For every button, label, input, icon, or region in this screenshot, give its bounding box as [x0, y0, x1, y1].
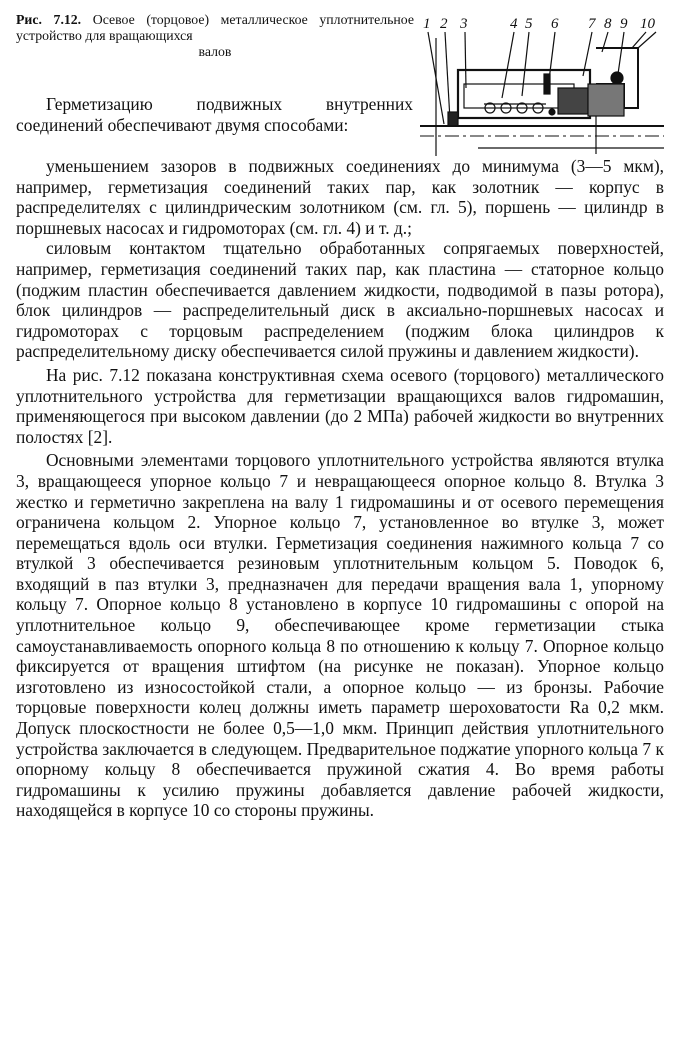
figure-caption [16, 12, 414, 60]
label-6: 6 [551, 16, 559, 32]
label-2: 2 [440, 16, 448, 32]
paragraph-5: Основными элементами торцового уплотнительного устройства являются втулка 3, вращающееся упорное кольцо 7 и невращающееся опорное кольцо 8. Втулка 3 жестко и герметично закреплена на валу 1 гидромашины и от осевого перемещения ограничена кольцом 2. Упорное кольцо 7, установленное во втулке 3, может перемещаться вдоль оси втулки. Герметизация соединения нажимного кольца 7 со втулкой 3 обеспечивается резиновым уплотнительным кольцом 5. Поводок 6, входящий в паз втулки 3, предназначен для передачи вращения вала 1, упорному кольцу 7. Опорное кольцо 8 установлено в корпусе 10 гидромашины с опорой на уплотнительное кольцо 9, обеспечивающее кроме герметизации стыка самоустанавливаемость опорного кольца 8 по отношению к кольцу 7. Опорное кольцо фиксируется от вращения штифтом (на рисунке не показан). Упорное кольцо изготовлено из износостойкой стали, а опорное кольцо — из бронзы. Рабочие торцовые поверхности колец должны иметь параметр шероховатости Ra 0,2 мкм. Допуск плоскостности не более 0,5—1,0 мкм. Принцип действия уплотнительного устройства заключается в следующем. Предварительное поджатие упорного кольца 7 к опорному кольцу 8 обеспечивается пружиной сжатия 4. Во время работы гидромашины к усилию пружины добавляется давление рабочей жидкости, находящейся в корпусе 10 со стороны пружины. [16, 450, 664, 821]
label-1: 1 [423, 16, 431, 32]
paragraph-3: силовым контактом тщательно обработанных сопрягаемых поверхностей, например, герметизация соединений таких пар, как пластина — статорное кольцо (поджим пластин обеспечивается давлением жидкости, подводимой в пазы ротора), блок цилиндров — распределительный диск в аксиально-поршневых насосах и гидромоторах с торцовым распределением (поджим блока цилиндров к распределительному диску обеспечивается силой пружины и давлением жидкости). [16, 238, 664, 362]
caption-last-line: валов [198, 44, 232, 59]
label-10: 10 [640, 16, 655, 32]
caption-text: Осевое (торцовое) металлическое уплотнительное устройство для вращающихся [16, 12, 414, 43]
label-8: 8 [604, 16, 612, 32]
caption-figure-number: Рис. 7.12. [16, 12, 82, 27]
label-7: 7 [588, 16, 596, 32]
label-9: 9 [620, 16, 628, 32]
intro-paragraph-block [16, 94, 413, 135]
main-text [16, 156, 664, 821]
label-5: 5 [525, 16, 533, 32]
paragraph-2: уменьшением зазоров в подвижных соединениях до минимума (3—5 мкм), например, герметизация соединений таких пар, как золотник — корпус в распределителях с цилиндрическим золотником (см. гл. 5), поршень — цилиндр в поршневых насосах и гидромоторах (см. гл. 4) и т. д.; [16, 156, 664, 238]
label-3: 3 [460, 16, 468, 32]
paragraph-1: Герметизацию подвижных внутренних соединений обеспечивают двумя способами: [16, 94, 413, 135]
paragraph-4: На рис. 7.12 показана конструктивная схема осевого (торцового) металлического уплотнительного устройства для герметизации вращающихся валов гидромашин, применяющегося при высоком давлении (до 2 МПа) рабочей жидкости во внутренних полостях [2]. [16, 364, 664, 447]
seal-diagram [418, 8, 666, 158]
label-4: 4 [510, 16, 518, 32]
seal-drawing [418, 8, 666, 158]
